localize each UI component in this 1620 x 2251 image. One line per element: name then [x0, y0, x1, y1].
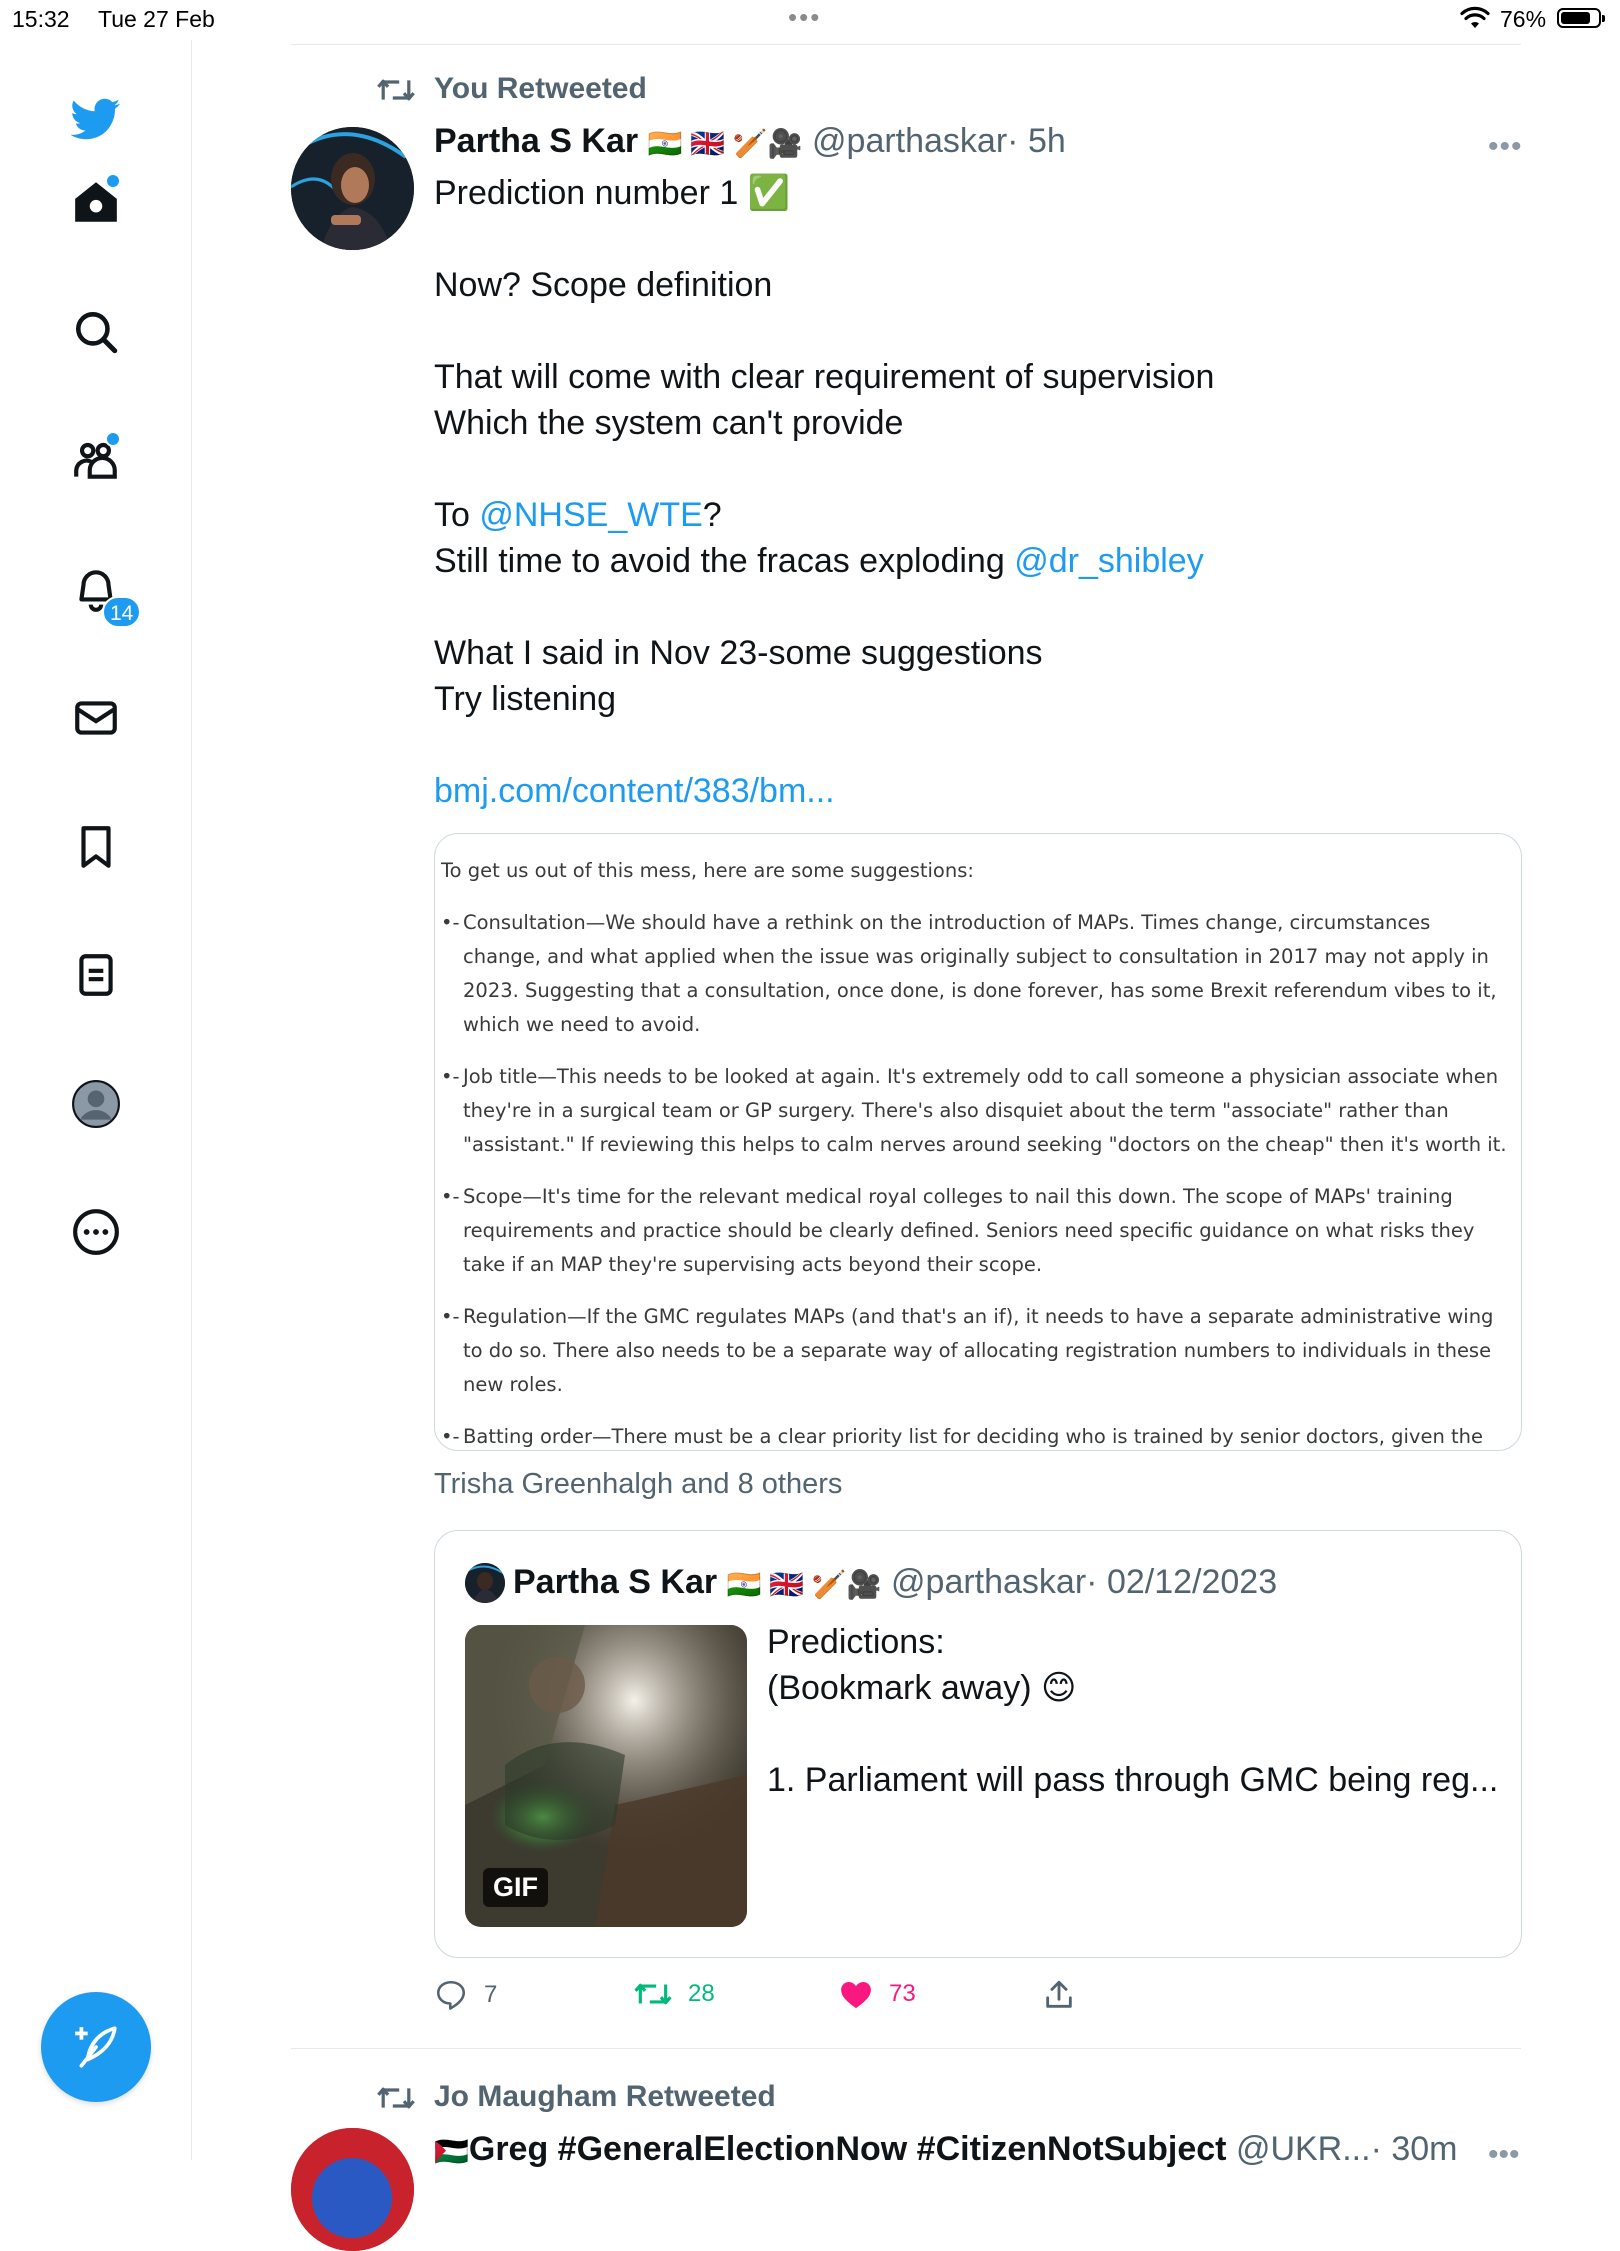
quote-author-name: Partha S Kar: [513, 1563, 718, 1601]
more-options-icon[interactable]: [65, 1201, 127, 1263]
quote-header: [513, 1563, 1277, 1602]
image-list-item: [441, 1180, 1511, 1282]
quoted-tweet[interactable]: [434, 1530, 1522, 1958]
bullet: •-: [441, 1065, 460, 1088]
tweet-line: Prediction number 1 ✅: [434, 174, 791, 212]
quote-line: Predictions:: [767, 1623, 945, 1661]
gif-label: GIF: [483, 1868, 548, 1907]
tweet-more-icon[interactable]: •••: [1488, 130, 1523, 163]
tweet-time[interactable]: · 5h: [1007, 122, 1066, 160]
reply-count: 7: [484, 1981, 498, 2008]
next-tweet-header: [434, 2130, 1458, 2169]
status-time: 15:32: [12, 6, 70, 32]
tweet-line: That will come with clear requirement of supervision: [434, 358, 1215, 396]
tweet-line: [434, 492, 1514, 538]
tweet-text: Still time to avoid the fracas exploding: [434, 542, 1015, 580]
retweet-action-icon: [634, 1978, 672, 2010]
quote-date: · 02/12/2023: [1086, 1563, 1278, 1601]
notifications-badge: 14: [102, 596, 141, 628]
tweet-line: [434, 538, 1514, 584]
tweet-separator: [291, 2048, 1521, 2049]
status-bar: [0, 0, 1620, 40]
tweet-line: Try listening: [434, 680, 617, 718]
battery-icon: [1557, 8, 1601, 28]
quote-handle: @parthaskar: [891, 1563, 1087, 1601]
image-list-item: [441, 1060, 1511, 1162]
status-date: Tue 27 Feb: [98, 6, 215, 32]
quote-author-avatar: [465, 1563, 505, 1603]
image-list-item: [441, 1300, 1511, 1402]
bullet: •-: [441, 911, 460, 934]
author-emojis: 🇮🇳 🇬🇧 🏏🎥: [647, 127, 803, 159]
mention-link[interactable]: @dr_shibley: [1014, 542, 1204, 580]
like-button[interactable]: [839, 1978, 916, 2010]
retweet-context-next[interactable]: [376, 2080, 776, 2114]
bullet: •-: [441, 1305, 460, 1328]
tweet-line: Which the system can't provide: [434, 404, 904, 442]
battery-percent: 76%: [1500, 6, 1547, 32]
next-tweet-more-icon[interactable]: •••: [1488, 2138, 1520, 2171]
image-list-item: [441, 906, 1511, 1042]
retweet-button[interactable]: [634, 1978, 715, 2010]
next-author-handle[interactable]: @UKR...: [1235, 2130, 1371, 2168]
retweet-label-next: Jo Maugham Retweeted: [434, 2080, 776, 2113]
reply-icon: [434, 1978, 468, 2012]
retweet-icon: [376, 74, 416, 106]
author-name[interactable]: Partha S Kar: [434, 122, 639, 160]
author-handle[interactable]: @parthaskar: [812, 122, 1008, 160]
image-document-text: [441, 854, 1511, 1451]
tweet-text: To: [434, 496, 480, 534]
next-author-name[interactable]: Greg #GeneralElectionNow #CitizenNotSubject: [468, 2130, 1227, 2168]
heart-filled-icon: [839, 1978, 873, 2010]
author-avatar[interactable]: [291, 127, 414, 250]
home-notification-dot: [105, 173, 121, 189]
bullet: •-: [441, 1425, 460, 1448]
quote-line: 1. Parliament will pass through GMC being reg...: [767, 1761, 1499, 1799]
image-item-text: Regulation—If the GMC regulates MAPs (and that's an if), it needs to have a separate administrative wing to do so. There also needs to be a separate way of allocating registration numbers to individuals in these new roles.: [463, 1305, 1494, 1396]
quote-line: (Bookmark away) 😊: [767, 1669, 1077, 1707]
wifi-icon: [1460, 6, 1490, 36]
tweet-image-card[interactable]: [434, 833, 1522, 1451]
reply-button[interactable]: [434, 1978, 497, 2012]
home-icon[interactable]: [65, 171, 127, 233]
image-item-text: Scope—It's time for the relevant medical royal colleges to nail this down. The scope of MAPs' training requirements and practice should be clearly defined. Seniors need specific guidance on what risks they take if an MAP they're supervising acts beyond their scope.: [463, 1185, 1475, 1276]
tweet-header: [434, 122, 1066, 161]
compose-tweet-button[interactable]: [41, 1992, 151, 2102]
image-intro: To get us out of this mess, here are some suggestions:: [441, 859, 974, 882]
twitter-logo-icon[interactable]: [65, 88, 127, 150]
external-link[interactable]: bmj.com/content/383/bm...: [434, 772, 835, 810]
communities-notification-dot: [105, 431, 121, 447]
like-count: 73: [889, 1980, 916, 2007]
search-icon[interactable]: [65, 301, 127, 363]
retweet-count: 28: [688, 1980, 715, 2007]
share-icon: [1042, 1978, 1076, 2012]
next-author-avatar[interactable]: [291, 2128, 414, 2251]
retweet-label: You Retweeted: [434, 72, 647, 105]
image-list-item: [441, 1420, 1511, 1451]
bookmarks-icon[interactable]: [65, 816, 127, 878]
social-context[interactable]: Trisha Greenhalgh and 8 others: [434, 1468, 843, 1500]
bullet: •-: [441, 1185, 460, 1208]
next-tweet-time[interactable]: · 30m: [1370, 2130, 1458, 2168]
tweet-actions: [434, 1978, 1134, 2022]
tweet-line: Now? Scope definition: [434, 266, 773, 304]
image-item-text: Job title—This needs to be looked at again. It's extremely odd to call someone a physician associate when they're in a surgical team or GP surgery. There's also disquiet about the term "associate" rather than "assistant." If reviewing this helps to calm nerves around seeking "doctors on the cheap" then it's worth it.: [463, 1065, 1507, 1156]
share-button[interactable]: [1042, 1978, 1076, 2012]
quote-text: [767, 1619, 1507, 1803]
quote-gif[interactable]: [465, 1625, 747, 1927]
retweet-context[interactable]: [376, 72, 647, 106]
tweet-body: [434, 170, 1514, 814]
profile-avatar-icon[interactable]: [65, 1073, 127, 1135]
next-author-flag: 🇵🇸: [434, 2135, 469, 2167]
communities-icon[interactable]: [65, 429, 127, 491]
mention-link[interactable]: @NHSE_WTE: [479, 496, 703, 534]
tweet-text: ?: [702, 496, 722, 534]
image-item-text: Batting order—There must be a clear priority list for deciding who is trained by senior doctors, given the: [463, 1425, 1483, 1448]
quote-author-emojis: 🇮🇳 🇬🇧 🏏🎥: [726, 1568, 882, 1600]
feed-top-separator: [291, 44, 1521, 45]
image-item-text: Consultation—We should have a rethink on the introduction of MAPs. Times change, circumstances change, and what applied when the issue was originally subject to consultation in 2017 may not apply in 2023. Suggesting that a consultation, once done, is done forever, has some Brexit referendum vibes to it, which we need to avoid.: [463, 911, 1497, 1036]
multitasking-dots-icon[interactable]: •••: [788, 2, 822, 32]
retweet-icon: [376, 2082, 416, 2114]
lists-icon[interactable]: [65, 944, 127, 1006]
sidebar: [0, 40, 192, 2160]
messages-icon[interactable]: [65, 687, 127, 749]
tweet-line: What I said in Nov 23-some suggestions: [434, 634, 1043, 672]
compose-feather-icon: [71, 2022, 121, 2072]
